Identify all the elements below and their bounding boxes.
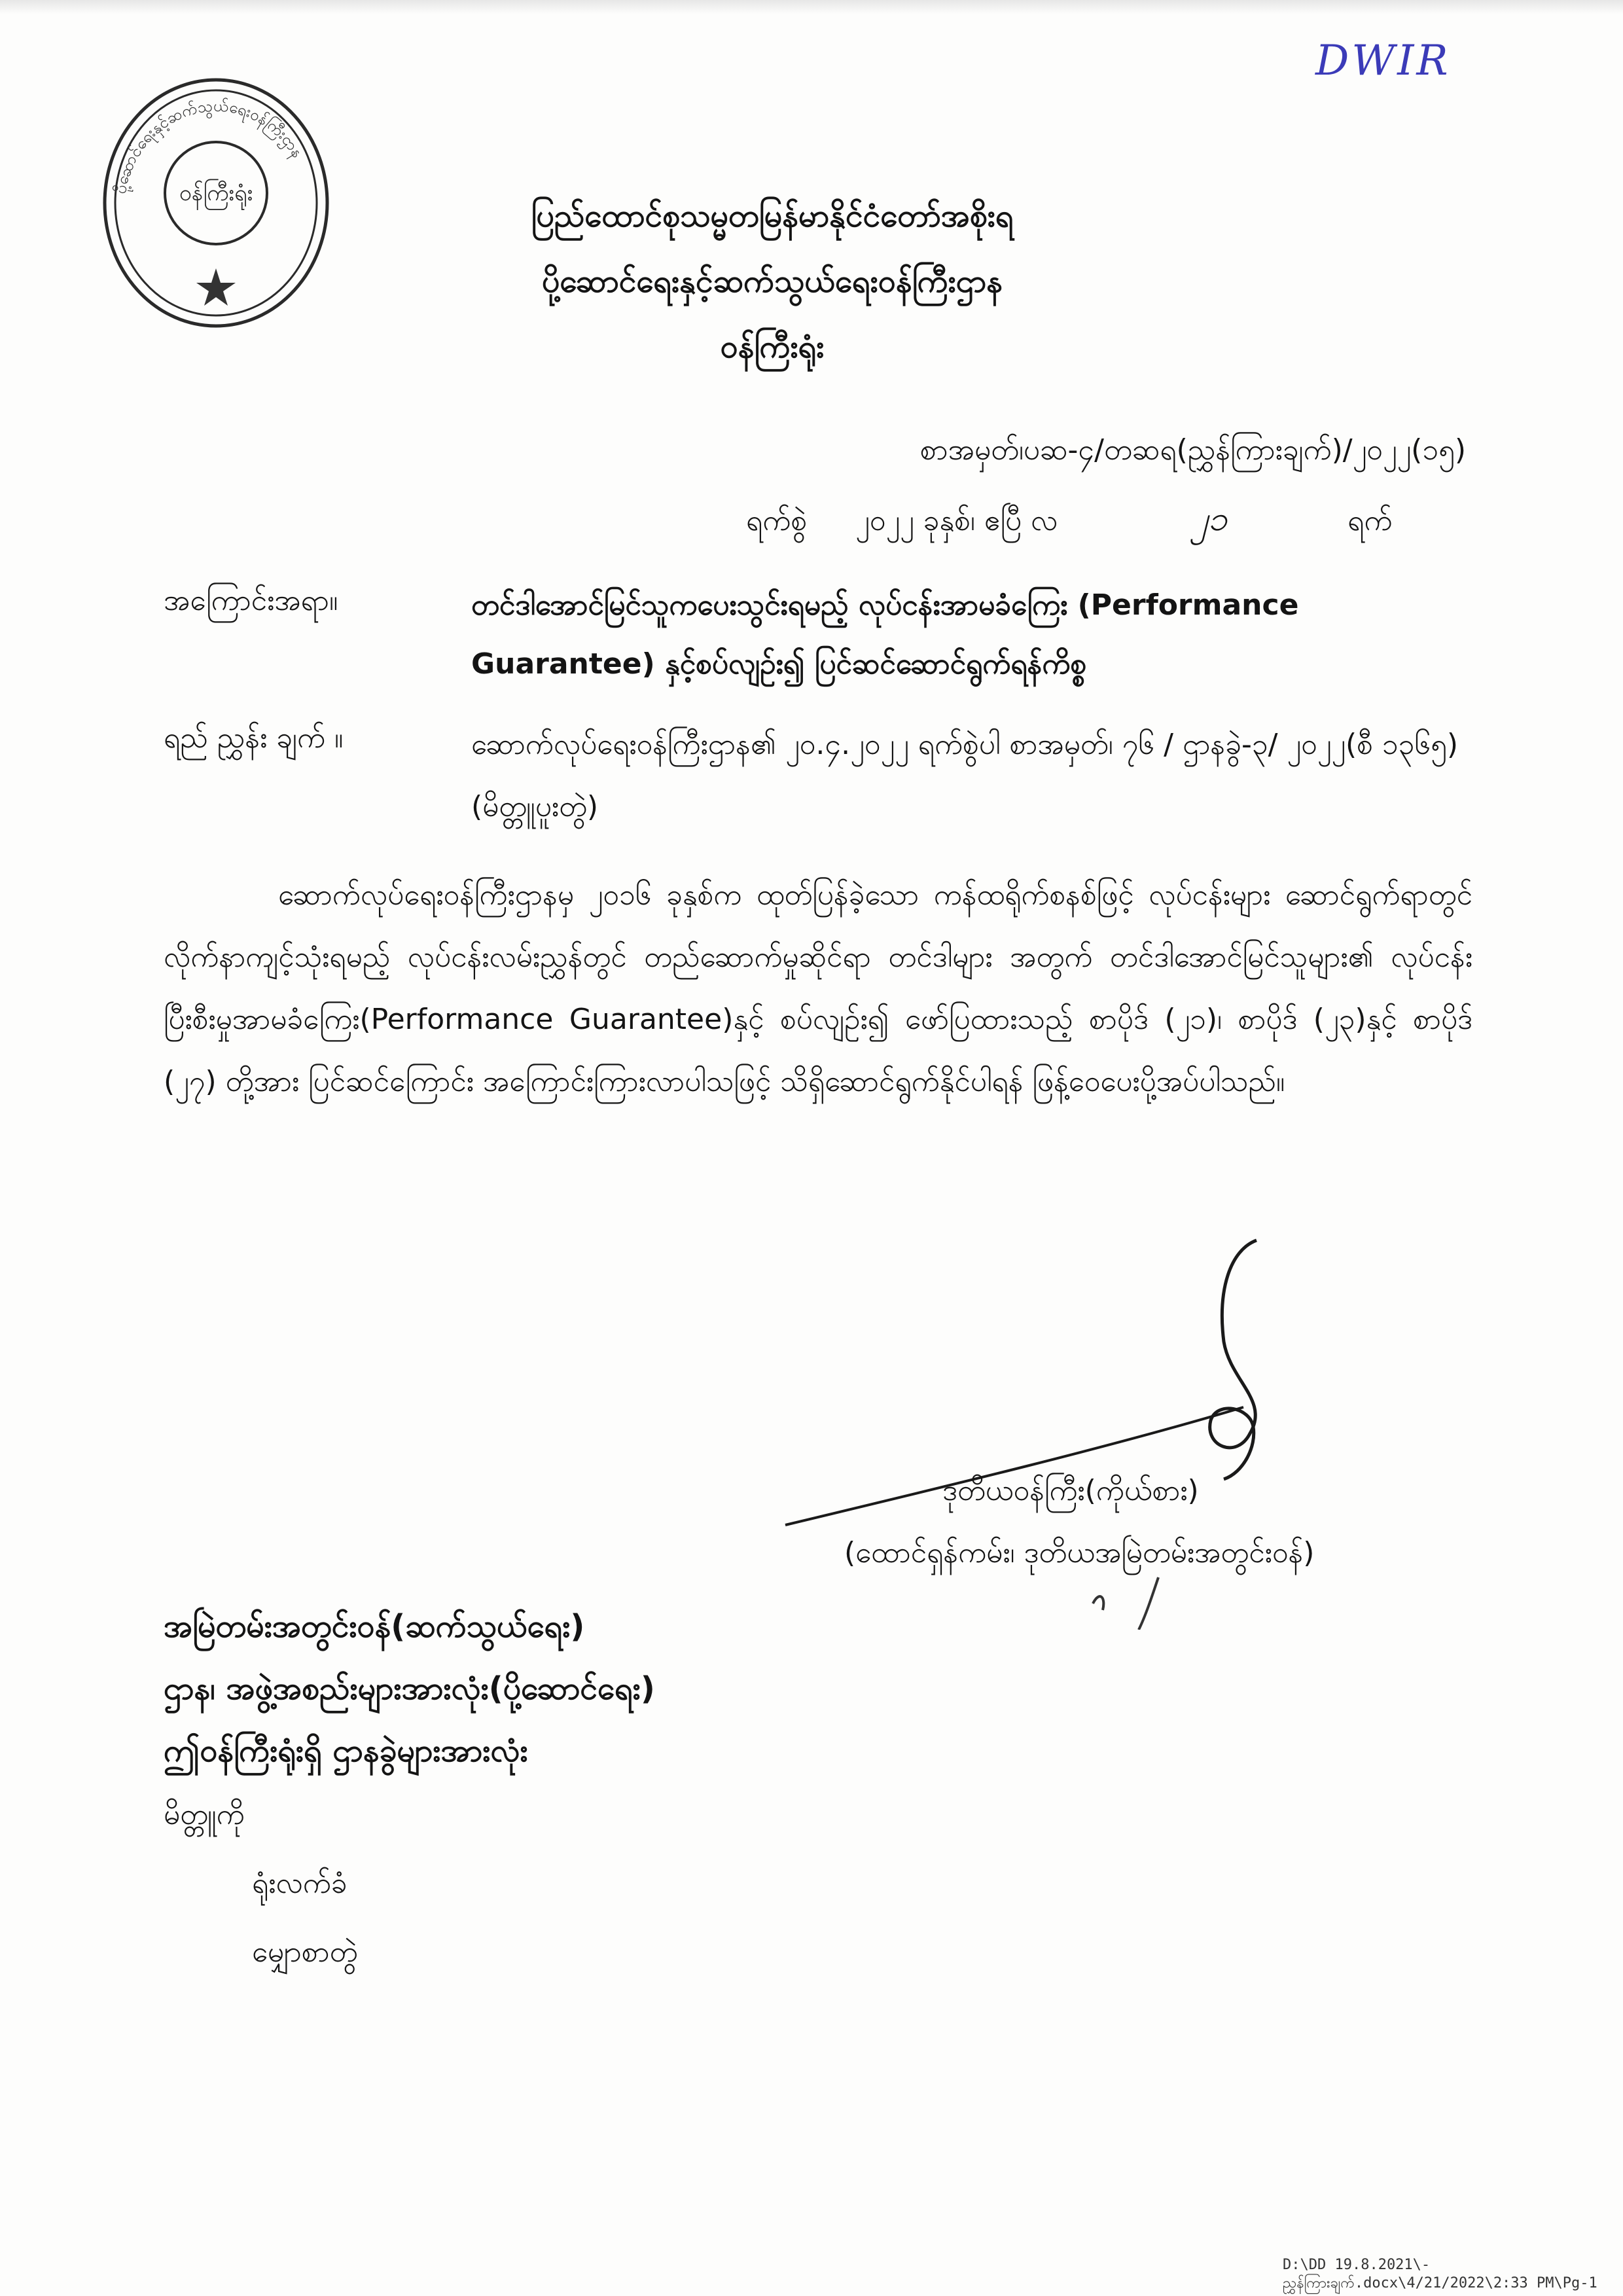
reference-text: ဆောက်လုပ်ရေးဝန်ကြီးဌာန၏ ၂၀.၄.၂၀၂၂ ရက်စွဲပါ စာအမှတ်၊ ၇၆ / ဌာနခွဲ-၃/ ၂၀၂၂(စီ ၁၃၆၅) (မိတ္တူပူးတွဲ) <box>471 728 1459 823</box>
distribution-item: ဌာန၊ အဖွဲ့အစည်းများအားလုံး(ပို့ဆောင်ရေး) <box>164 1670 655 1707</box>
copy-to-item: မျှောစာတွဲ <box>252 1935 358 1969</box>
date-suffix: ရက် <box>1347 504 1393 537</box>
reference-label: ရည် ညွှန်း ချက် ။ <box>164 721 344 755</box>
scan-edge <box>0 0 1623 14</box>
signatory-name: (ထောင်ရှန်ကမ်း၊ ဒုတိယအမြဲတမ်းအတွင်းဝန်) <box>844 1536 1315 1570</box>
signatory-title: ဒုတိယဝန်ကြီး(ကိုယ်စား) <box>942 1474 1199 1507</box>
subject-label: အကြောင်းအရာ။ <box>164 584 338 617</box>
seal-center-text: ဝန်ကြီးရုံး <box>179 180 253 206</box>
date-year-month: ၂၀၂၂ ခုနှစ်၊ ဧပြီ လ <box>855 504 1058 537</box>
subject-text: တင်ဒါအောင်မြင်သူကပေးသွင်းရမည့် လုပ်ငန်းအာမခံကြေး (Performance Guarantee) နှင့်စပ်လျဉ်း၍ ပြင်ဆင်ဆောင်ရွက်ရန်ကိစ္စ <box>471 588 1299 681</box>
body-paragraph: ဆောက်လုပ်ရေးဝန်ကြီးဌာနမှ ၂၀၁၆ ခုနှစ်က ထုတ်ပြန်ခဲ့သော ကန်ထရိုက်စနစ်ဖြင့် လုပ်ငန်းများ ဆောင်ရွက်ရာတွင် လိုက်နာကျင့်သုံးရမည့် လုပ်ငန်းလမ်းညွှန်တွင် တည်ဆောက်မှုဆိုင်ရာ တင်ဒါများ အတွက် တင်ဒါအောင်မြင်သူများ၏ လုပ်ငန်းပြီးစီးမှုအာမခံကြေး(Performance Guarantee)နှင့် စပ်လျဉ်း၍ ဖော်ပြထားသည့် စာပိုဒ် (၂၁)၊ စာပိုဒ် (၂၃)နှင့် စာပိုဒ် (၂၇) တို့အား ပြင်ဆင်ကြောင်း အကြောင်းကြားလာပါသဖြင့် သိရှိဆောင်ရွက်နိုင်ပါရန် ဖြန့်ဝေပေးပို့အပ်ပါသည်။ <box>164 878 1472 1098</box>
seal-ring-text: ပို့ဆောင်ရေးနှင့်ဆက်သွယ်ရေးဝန်ကြီးဌာန <box>111 96 307 196</box>
letter-date <box>746 497 1479 547</box>
letterhead-line3: ဝန်ကြီးရုံး <box>720 329 825 365</box>
distribution-item: အမြဲတမ်းအတွင်းဝန်(ဆက်သွယ်ရေး) <box>164 1608 585 1645</box>
file-path-footer: D:\DD 19.8.2021\-ညွှန်ကြားချက်.docx\4/21/2022\2:33 PM\Pg-1 <box>1283 2257 1597 2291</box>
handwritten-mark: DWIR <box>1315 37 1451 85</box>
copy-to-label: မိတ္တူကို <box>164 1798 245 1831</box>
date-day: ၂၁ <box>1191 499 1228 539</box>
reference-number: စာအမှတ်၊ပဆ-၄/တဆရ(ညွှန်ကြားချက်)/၂၀၂၂(၁၅) <box>919 433 1466 467</box>
letterhead-line1: ပြည်ထောင်စုသမ္မတမြန်မာနိုင်ငံတော်အစိုးရ <box>531 198 1014 234</box>
date-prefix: ရက်စွဲ <box>746 504 808 537</box>
copy-to-item: ရုံးလက်ခံ <box>252 1867 348 1900</box>
distribution-item: ဤဝန်ကြီးရုံးရှိ ဌာနခွဲများအားလုံး <box>164 1732 528 1769</box>
letterhead-line2: ပို့ဆောင်ရေးနှင့်ဆက်သွယ်ရေးဝန်ကြီးဌာန <box>542 263 1003 300</box>
